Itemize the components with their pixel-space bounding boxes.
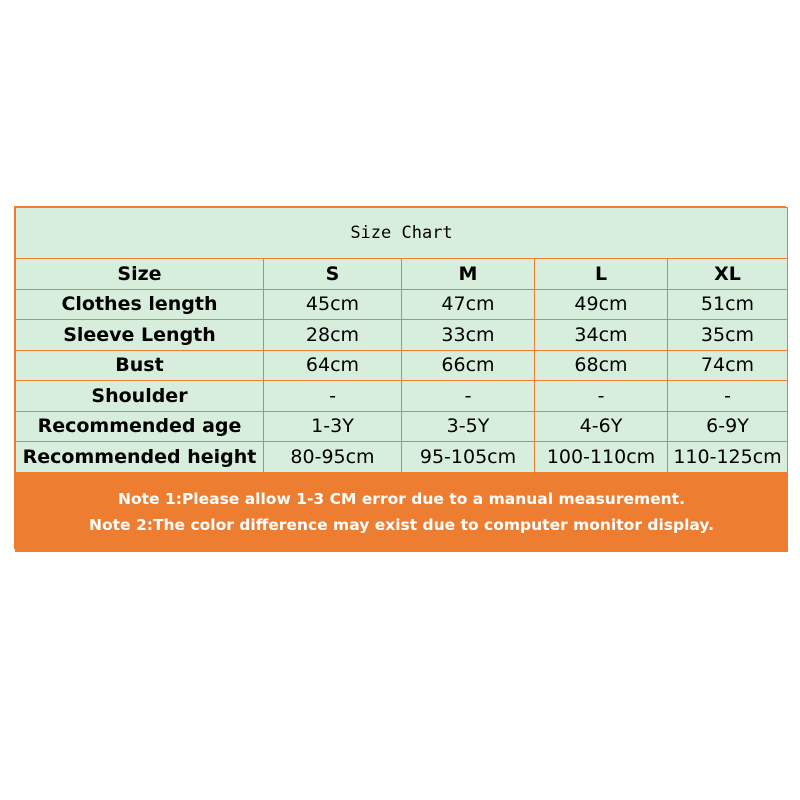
table-row-sleeve-length	[16, 320, 788, 351]
table-cell: -	[402, 381, 535, 412]
notes-banner	[16, 472, 788, 551]
size-chart-table	[15, 207, 788, 552]
chart-title: Size Chart	[16, 208, 788, 259]
note-2: Note 2:The color difference may exist due to computer monitor display.	[89, 515, 714, 534]
table-cell: 33cm	[402, 320, 535, 351]
table-cell: 100-110cm	[535, 442, 668, 473]
table-cell: 4-6Y	[535, 411, 668, 442]
header-row	[16, 259, 788, 290]
table-cell: 28cm	[264, 320, 402, 351]
table-cell: 95-105cm	[402, 442, 535, 473]
row-label: Recommended age	[16, 411, 264, 442]
header-cell-l: L	[535, 259, 668, 290]
table-cell: -	[264, 381, 402, 412]
table-row-clothes-length	[16, 289, 788, 320]
table-row-recommended-height	[16, 442, 788, 473]
note-1: Note 1:Please allow 1-3 CM error due to a manual measurement.	[118, 489, 685, 508]
table-cell: 66cm	[402, 350, 535, 381]
row-label: Bust	[16, 350, 264, 381]
table-row-bust	[16, 350, 788, 381]
table-cell: 35cm	[668, 320, 788, 351]
row-label: Recommended height	[16, 442, 264, 473]
table-cell: 110-125cm	[668, 442, 788, 473]
notes-row	[16, 472, 788, 551]
table-cell: -	[668, 381, 788, 412]
table-cell: 3-5Y	[402, 411, 535, 442]
table-cell: 45cm	[264, 289, 402, 320]
table-cell: 49cm	[535, 289, 668, 320]
table-cell: 51cm	[668, 289, 788, 320]
size-chart	[14, 206, 786, 549]
table-cell: 6-9Y	[668, 411, 788, 442]
table-cell: 68cm	[535, 350, 668, 381]
table-cell: 47cm	[402, 289, 535, 320]
row-label: Shoulder	[16, 381, 264, 412]
header-cell-xl: XL	[668, 259, 788, 290]
header-cell-s: S	[264, 259, 402, 290]
header-cell-size: Size	[16, 259, 264, 290]
table-cell: -	[535, 381, 668, 412]
table-cell: 1-3Y	[264, 411, 402, 442]
table-cell: 64cm	[264, 350, 402, 381]
table-cell: 34cm	[535, 320, 668, 351]
table-cell: 80-95cm	[264, 442, 402, 473]
row-label: Sleeve Length	[16, 320, 264, 351]
header-cell-m: M	[402, 259, 535, 290]
table-row-shoulder	[16, 381, 788, 412]
row-label: Clothes length	[16, 289, 264, 320]
table-row-recommended-age	[16, 411, 788, 442]
table-cell: 74cm	[668, 350, 788, 381]
